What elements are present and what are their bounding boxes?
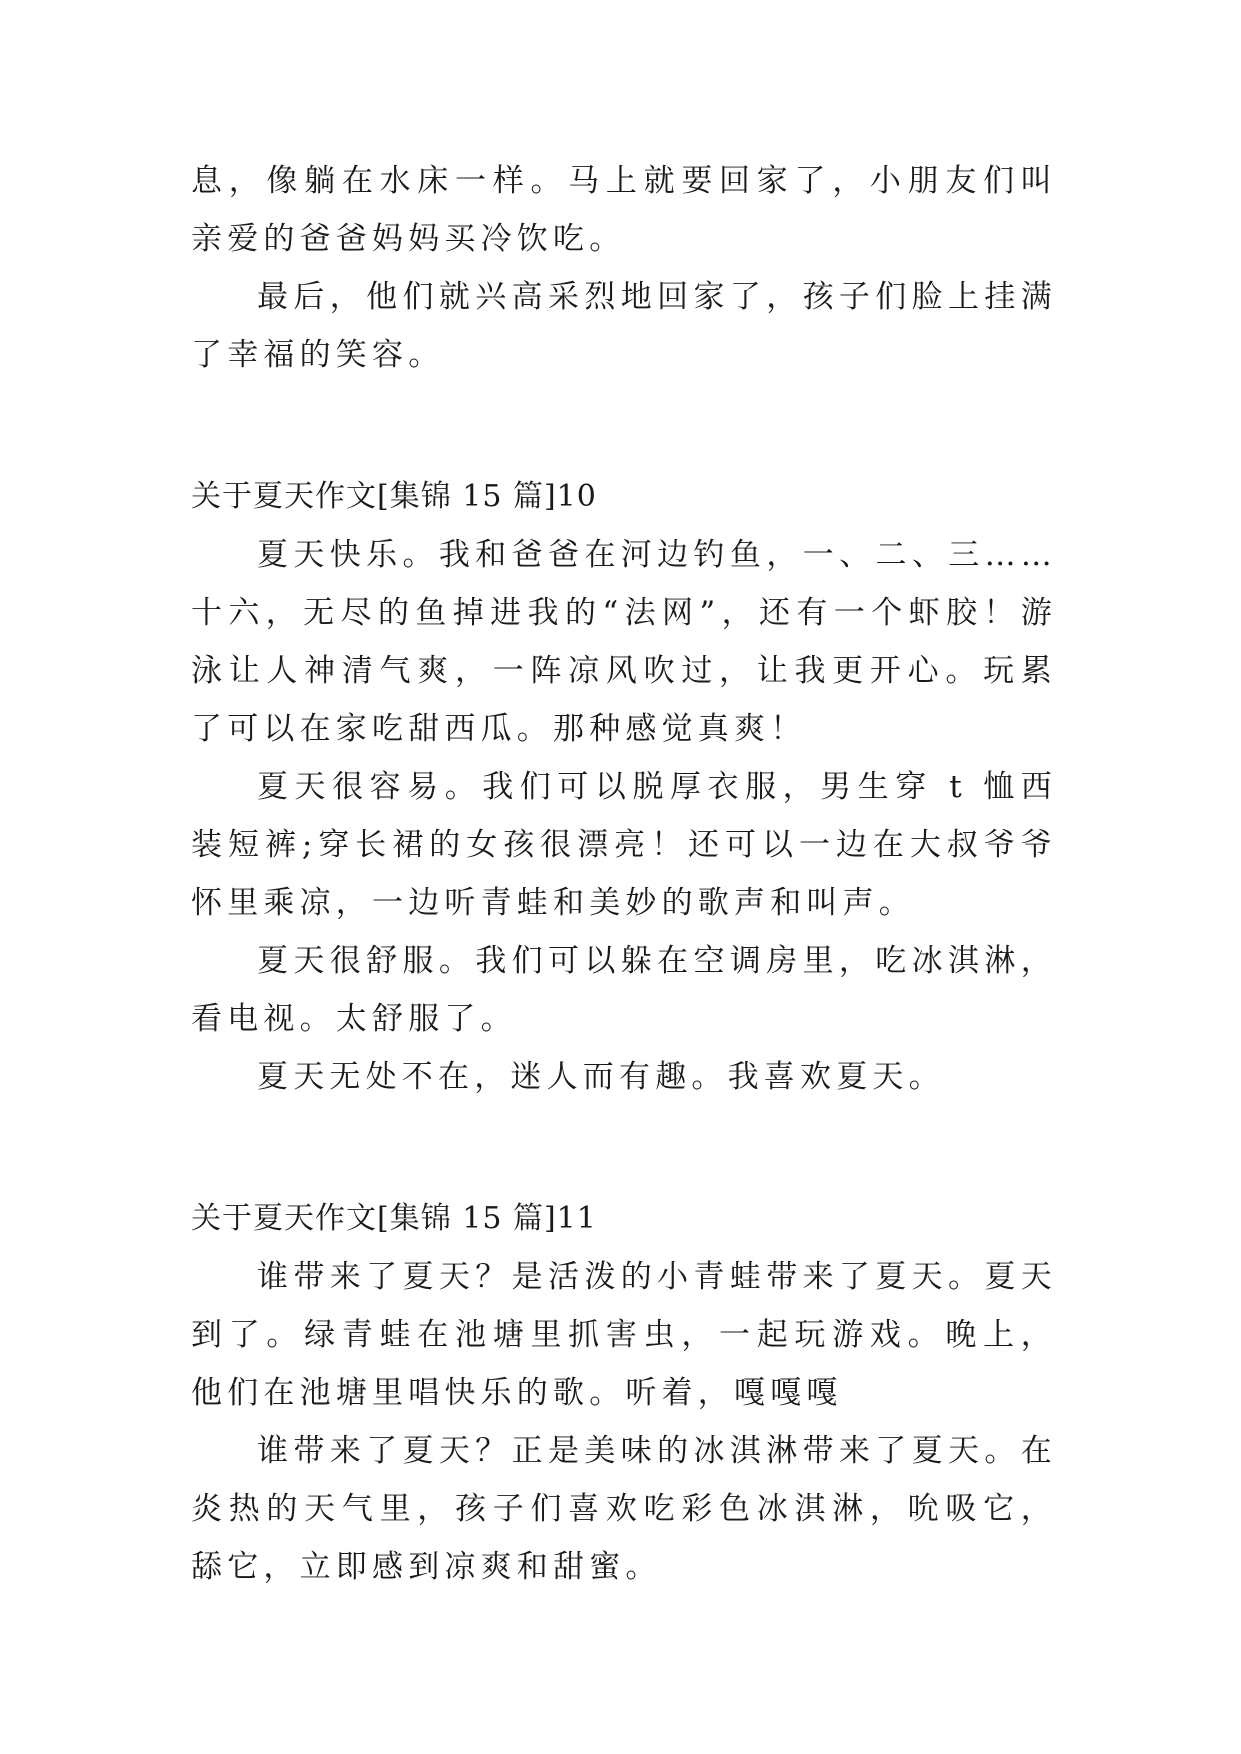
document-page (191, 152, 1057, 1596)
paragraph: 谁带来了夏天？正是美味的冰淇淋带来了夏天。在炎热的天气里，孩子们喜欢吃彩色冰淇淋，吮吸它，舔它，立即感到凉爽和甜蜜。 (191, 1433, 1057, 1585)
essay-heading-10: 关于夏天作文[集锦 15 篇]10 (191, 479, 597, 514)
section-spacer (191, 384, 1057, 468)
paragraph: 最后，他们就兴高采烈地回家了，孩子们脸上挂满了幸福的笑容。 (191, 279, 1057, 373)
paragraph: 夏天快乐。我和爸爸在河边钓鱼，一、二、三……十六，无尽的鱼掉进我的“法网”，还有一个虾胶！游泳让人神清气爽，一阵凉风吹过，让我更开心。玩累了可以在家吃甜西瓜。那种感觉真爽！ (191, 537, 1057, 747)
essay-heading-11: 关于夏天作文[集锦 15 篇]11 (191, 1201, 597, 1236)
paragraph: 谁带来了夏天？是活泼的小青蛙带来了夏天。夏天到了。绿青蛙在池塘里抓害虫，一起玩游戏。晚上，他们在池塘里唱快乐的歌。听着，嘎嘎嘎 (191, 1259, 1057, 1411)
paragraph: 夏天无处不在，迷人而有趣。我喜欢夏天。 (257, 1059, 945, 1095)
paragraph: 夏天很舒服。我们可以躲在空调房里，吃冰淇淋，看电视。太舒服了。 (191, 943, 1057, 1037)
paragraph: 夏天很容易。我们可以脱厚衣服，男生穿 t 恤西装短裤;穿长裙的女孩很漂亮！还可以一边在大叔爷爷怀里乘凉，一边听青蛙和美妙的歌声和叫声。 (191, 769, 1057, 921)
paragraph-continued: 息，像躺在水床一样。马上就要回家了，小朋友们叫亲爱的爸爸妈妈买冷饮吃。 (191, 163, 1057, 257)
section-spacer (191, 1106, 1057, 1190)
